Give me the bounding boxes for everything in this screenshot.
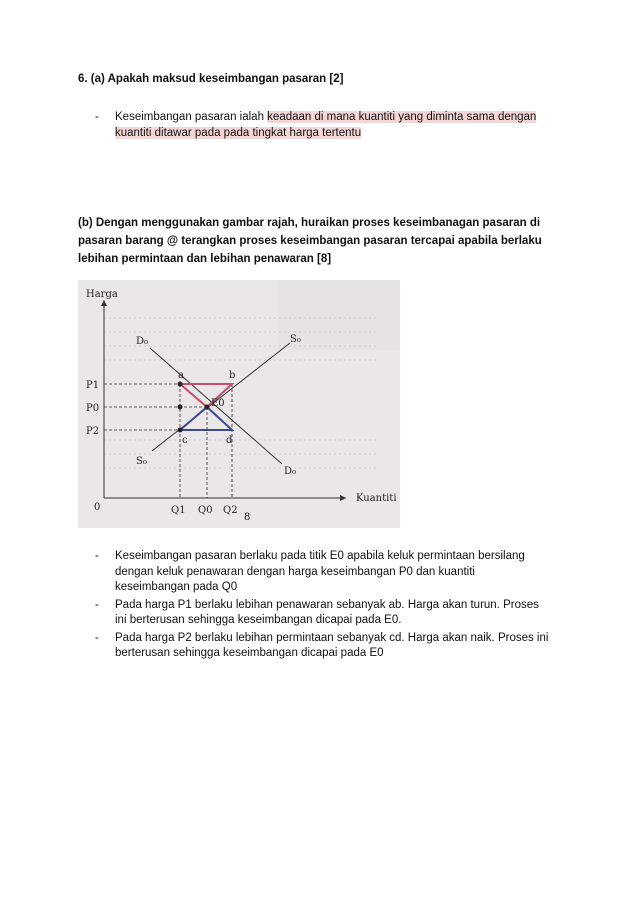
- price-label-p0: P0: [86, 403, 100, 414]
- equilibrium-label: E0: [211, 398, 225, 409]
- point-b-label: b: [229, 370, 236, 381]
- price-label-p1: P1: [86, 380, 100, 391]
- list-item: [78, 110, 558, 141]
- highlighted-text: kuantiti ditawar pada pada tingkat harga tertentu: [115, 126, 362, 139]
- answer-line: Keseimbangan pasaran berlaku pada titik E0 apabila keluk permintaan bersilang: [115, 550, 525, 562]
- supply-label-top: S₀: [290, 334, 301, 345]
- supply-demand-diagram-photo: [78, 280, 400, 528]
- origin-label: 0: [94, 502, 101, 513]
- answer-b-list: [78, 549, 578, 664]
- price-label-p2: P2: [86, 426, 100, 437]
- answer-line: ini berterusan sehingga keseimbangan dicapai pada E0.: [115, 614, 402, 626]
- demand-label-bottom: D₀: [284, 466, 297, 477]
- bullet-dash: -: [95, 111, 99, 123]
- answer-line: Pada harga P2 berlaku lebihan permintaan sebanyak cd. Harga akan naik. Proses ini: [115, 631, 549, 644]
- supply-label-bottom: S₀: [136, 456, 147, 467]
- y-axis-label: Harga: [86, 289, 118, 300]
- supply-demand-diagram: [78, 280, 400, 528]
- quantity-label-q0: Q0: [198, 505, 213, 516]
- bullet-dash: -: [95, 550, 99, 562]
- demand-label-top: D₀: [136, 336, 149, 347]
- list-item: [78, 549, 578, 596]
- answer-a-text: Keseimbangan pasaran ialah: [115, 111, 268, 123]
- answer-line: Pada harga P1 berlaku lebihan penawaran sebanyak ab. Harga akan turun. Proses: [115, 598, 539, 611]
- highlighted-text: keadaan di mana kuantiti yang diminta sama dengan: [267, 111, 537, 123]
- answer-line: berterusan sehingga keseimbangan dicapai pada E0: [115, 647, 384, 659]
- quantity-label-q1: Q1: [171, 505, 186, 516]
- bullet-dash: -: [95, 631, 99, 644]
- bullet-dash: -: [95, 598, 99, 611]
- answer-line: dengan keluk penawaran dengan harga keseimbangan P0 dan kuantiti: [115, 565, 475, 578]
- question-b-title: (b) Dengan menggunakan gambar rajah, huraikan proses keseimbanagan pasaran di pasaran barang @ terangkan proses keseimbangan pasaran tercapai apabila berlaku lebihan permintaan dan lebihan penawaran [8]: [78, 217, 542, 265]
- quantity-label-q2: Q2: [223, 505, 238, 516]
- point-a-label: a: [178, 370, 184, 381]
- list-item: [78, 631, 578, 662]
- list-item: [78, 598, 578, 629]
- question-a-title: 6. (a) Apakah maksud keseimbangan pasaran [2]: [78, 73, 344, 85]
- x-axis-label: Kuantiti: [356, 493, 397, 504]
- point-c-label: c: [182, 435, 188, 446]
- page-number: 8: [244, 512, 251, 523]
- point-d-label: d: [226, 435, 233, 446]
- answer-line: keseimbangan pada Q0: [115, 581, 238, 593]
- answer-a-list: [78, 110, 558, 143]
